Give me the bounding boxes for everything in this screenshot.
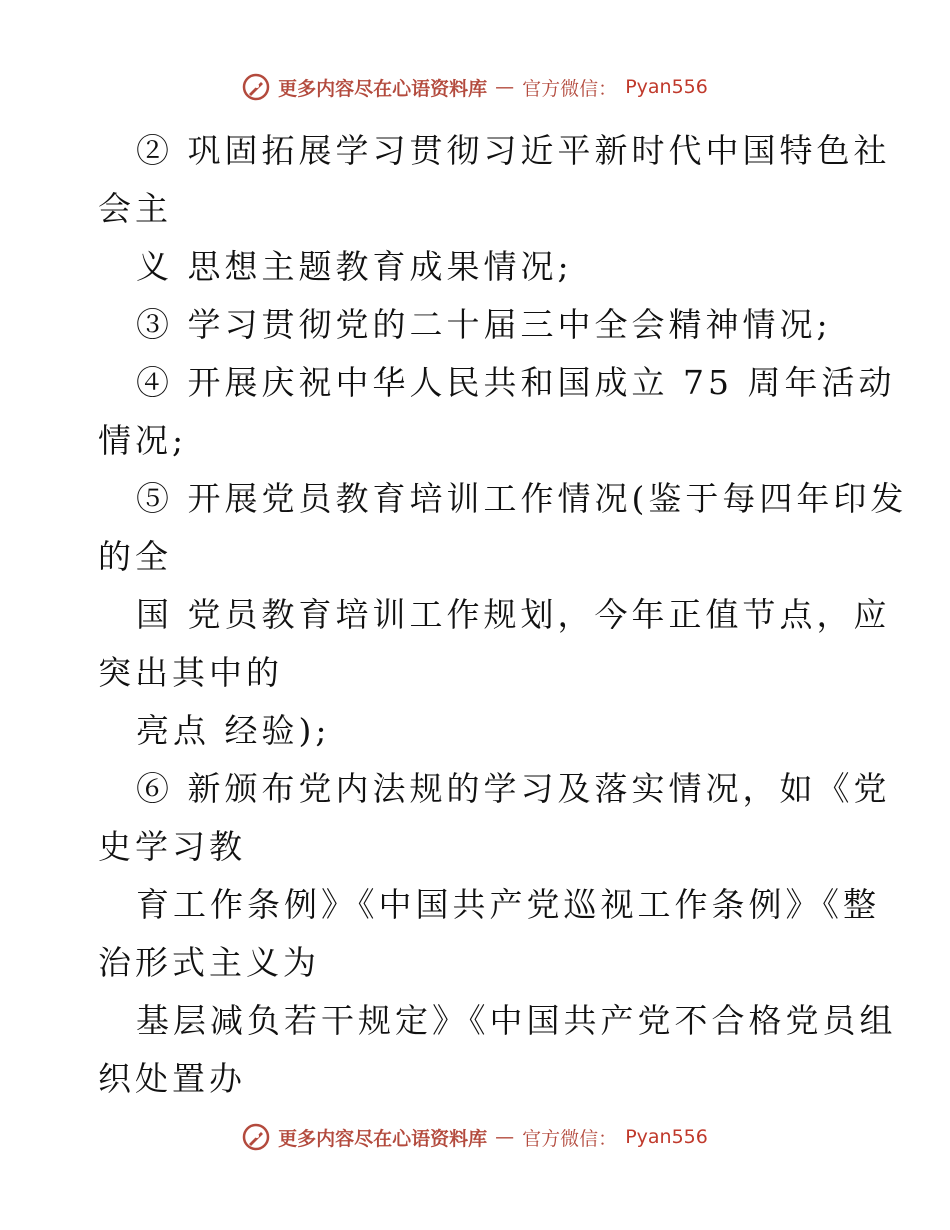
text-line: 突出其中的 [98,653,283,692]
pen-logo-icon [242,73,270,101]
text-line: 织处置办 [98,1059,246,1098]
banner-wechat-id: Pyan556 [625,1126,708,1148]
banner-separator: — [495,1126,515,1148]
text-line: ② 巩固拓展学习贯彻习近平新时代中国特色社 [136,131,891,170]
header-banner [0,73,950,101]
banner-wechat-label: 官方微信： [522,77,618,100]
text-line: ⑥ 新颁布党内法规的学习及落实情况，如《党 [136,769,891,808]
banner-site-name: 更多内容尽在心语资料库 [278,77,488,100]
text-line: ⑤ 开展党员教育培训工作情况(鉴于每四年印发 [136,479,908,518]
pen-logo-icon [242,1123,270,1151]
text-line: 的全 [98,537,172,576]
text-line: 基层减负若干规定》《中国共产党不合格党员组 [136,1001,897,1040]
text-line: 情况; [98,421,188,460]
document-body [98,122,908,1108]
text-line: 会主 [98,189,172,228]
text-line: 史学习教 [98,827,246,866]
banner-site-name: 更多内容尽在心语资料库 [278,1127,488,1150]
footer-banner [0,1123,950,1151]
banner-wechat-id: Pyan556 [625,76,708,98]
text-line: ④ 开展庆祝中华人民共和国成立 75 周年活动 [136,363,896,402]
banner-separator: — [495,76,515,98]
text-line: 亮点 经验); [136,711,331,750]
text-line: 义 思想主题教育成果情况; [136,247,573,286]
text-line: 治形式主义为 [98,943,320,982]
text-line: 育工作条例》《中国共产党巡视工作条例》《整 [136,885,880,924]
text-line: 国 党员教育培训工作规划，今年正值节点，应 [136,595,891,634]
text-line: ③ 学习贯彻党的二十届三中全会精神情况; [136,305,832,344]
banner-wechat-label: 官方微信： [522,1127,618,1150]
